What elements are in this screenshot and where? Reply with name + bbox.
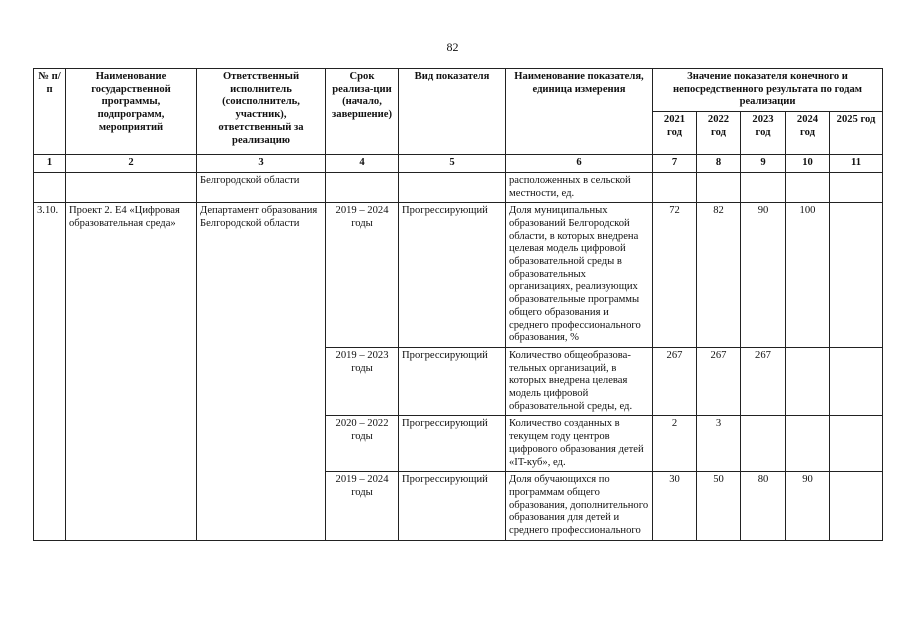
value-2024: 100 — [786, 203, 830, 348]
column-number: 3 — [197, 155, 326, 173]
column-number: 7 — [653, 155, 697, 173]
indicator-type: Прогрессирующий — [399, 203, 506, 348]
continuation-indicator-name: расположенных в сельской местности, ед. — [506, 172, 653, 202]
value-2022: 267 — [697, 347, 741, 416]
header-num: № п/п — [34, 69, 66, 155]
header-year-2024: 2024 год — [786, 112, 830, 155]
indicator-type: Прогрессирующий — [399, 416, 506, 472]
value-2025 — [830, 203, 883, 348]
column-number: 9 — [741, 155, 786, 173]
indicator-term: 2019 – 2024 годы — [326, 472, 399, 541]
column-number: 8 — [697, 155, 741, 173]
header-year-2022: 2022 год — [697, 112, 741, 155]
indicators-table — [33, 68, 883, 541]
item-number: 3.10. — [34, 203, 66, 541]
column-number: 11 — [830, 155, 883, 173]
value-2021: 72 — [653, 203, 697, 348]
value-2021: 267 — [653, 347, 697, 416]
value-2023 — [741, 416, 786, 472]
column-number: 5 — [399, 155, 506, 173]
value-2025 — [830, 347, 883, 416]
indicator-name: Доля обучающихся по программам общего образования, дополнительного образования для детей и среднего профессионального — [506, 472, 653, 541]
indicator-type: Прогрессирующий — [399, 347, 506, 416]
indicator-name: Количество созданных в текущем году центров цифрового образования детей «IT-куб», ед. — [506, 416, 653, 472]
page-number: 82 — [446, 40, 459, 54]
column-number: 4 — [326, 155, 399, 173]
value-2024: 90 — [786, 472, 830, 541]
value-2022: 3 — [697, 416, 741, 472]
continuation-responsible: Белгородской области — [197, 172, 326, 202]
column-number-row — [34, 155, 883, 173]
value-2023: 80 — [741, 472, 786, 541]
item-responsible: Департамент образования Белгородской области — [197, 203, 326, 541]
value-2025 — [830, 416, 883, 472]
header-responsible: Ответственный исполнитель (соисполнитель, участник), ответственный за реализацию — [197, 69, 326, 155]
continuation-row — [34, 172, 883, 202]
table-row — [34, 203, 883, 348]
column-number: 1 — [34, 155, 66, 173]
value-2024 — [786, 347, 830, 416]
indicator-name: Доля муниципальных образований Белгородской области, в которых внедрена целевая модель цифровой образовательной среды в образовательных организациях, реализующих образовательные программы общего образования и среднего профессионального образования, % — [506, 203, 653, 348]
column-number: 10 — [786, 155, 830, 173]
header-values-group: Значение показателя конечного и непосредственного результата по годам реализации — [653, 69, 883, 112]
header-indicator-type: Вид показателя — [399, 69, 506, 155]
value-2025 — [830, 472, 883, 541]
indicator-term: 2019 – 2023 годы — [326, 347, 399, 416]
indicator-term: 2020 – 2022 годы — [326, 416, 399, 472]
header-name: Наименование государственной программы, подпрограмм, мероприятий — [66, 69, 197, 155]
value-2021: 30 — [653, 472, 697, 541]
value-2024 — [786, 416, 830, 472]
value-2023: 90 — [741, 203, 786, 348]
value-2022: 50 — [697, 472, 741, 541]
header-indicator-name: Наименование показателя, единица измерения — [506, 69, 653, 155]
value-2021: 2 — [653, 416, 697, 472]
header-year-2025: 2025 год — [830, 112, 883, 155]
value-2022: 82 — [697, 203, 741, 348]
column-number: 2 — [66, 155, 197, 173]
indicator-term: 2019 – 2024 годы — [326, 203, 399, 348]
item-name: Проект 2. Е4 «Цифровая образовательная среда» — [66, 203, 197, 541]
header-year-2023: 2023 год — [741, 112, 786, 155]
indicator-name: Количество общеобразова-тельных организаций, в которых внедрена целевая модель цифровой образовательной среды, ед. — [506, 347, 653, 416]
header-year-2021: 2021 год — [653, 112, 697, 155]
value-2023: 267 — [741, 347, 786, 416]
indicator-type: Прогрессирующий — [399, 472, 506, 541]
header-term: Срок реализа-ции (начало, завершение) — [326, 69, 399, 155]
column-number: 6 — [506, 155, 653, 173]
